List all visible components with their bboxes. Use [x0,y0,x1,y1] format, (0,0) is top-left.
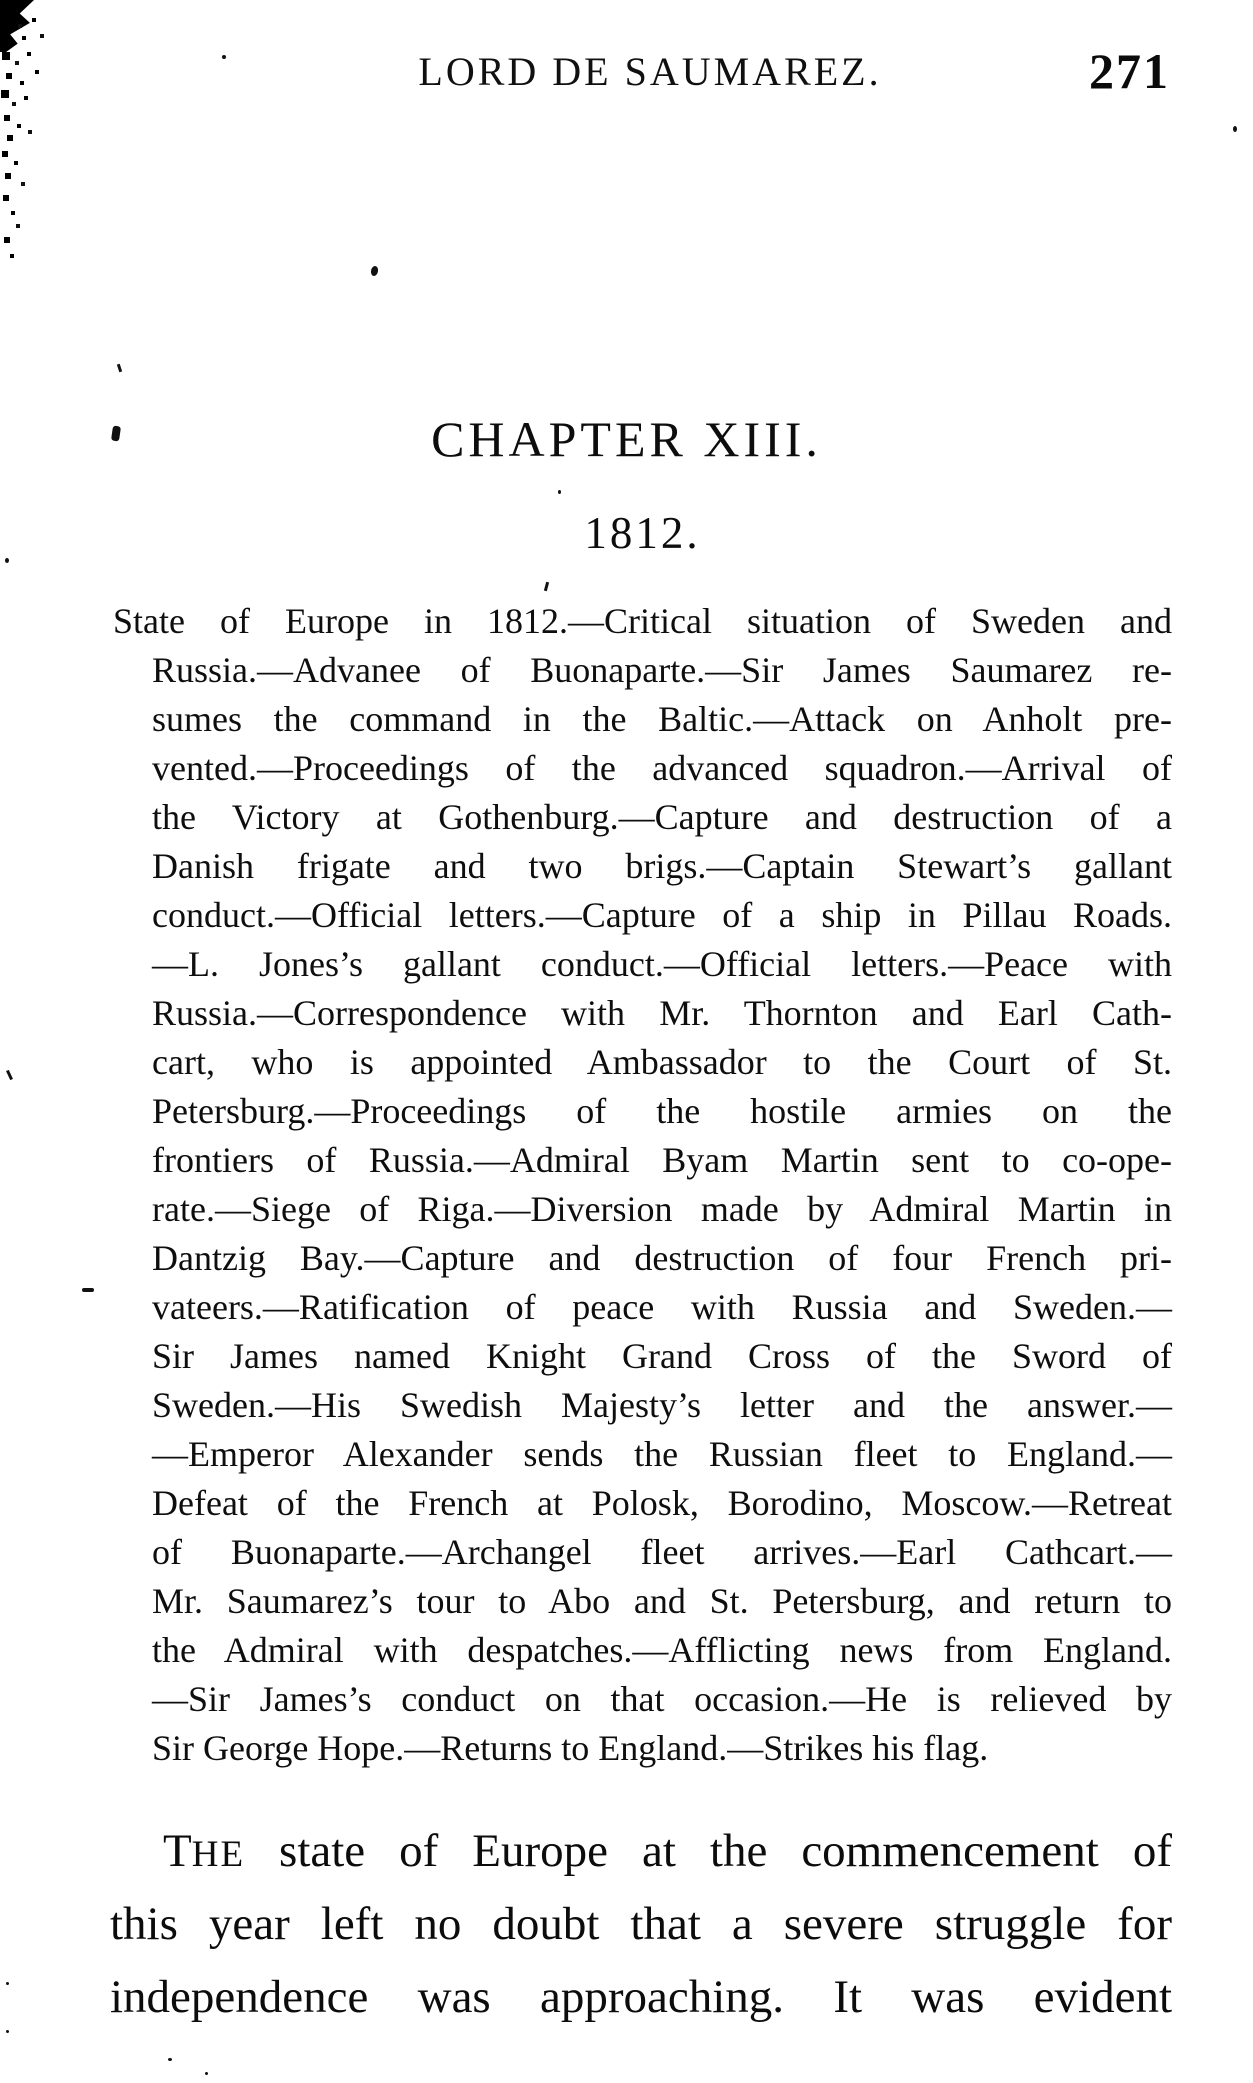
summary-line: Danish frigate and two brigs.—Captain Stewart’s gallant [152,846,1172,886]
scan-artifact [117,364,122,373]
summary-line: Sweden.—His Swedish Majesty’s letter and the answer.— [152,1385,1172,1425]
body-line: this year left no doubt that a severe struggle for [110,1898,1172,1950]
running-header [0,0,1253,120]
body-paragraph [110,1815,1172,2034]
scan-artifact [6,2030,9,2033]
summary-line: the Admiral with despatches.—Afflicting news from England. [152,1630,1172,1670]
summary-line: conduct.—Official letters.—Capture of a ship in Pillau Roads. [152,895,1172,935]
summary-line: frontiers of Russia.—Admiral Byam Martin sent to co-ope- [152,1140,1172,1180]
summary-line: Russia.—Correspondence with Mr. Thornton and Earl Cath- [152,993,1172,1033]
scan-artifact [168,2058,172,2061]
body-line: independence was approaching. It was evident [110,1971,1172,2023]
summary-line: cart, who is appointed Ambassador to the Court of St. [152,1042,1172,1082]
summary-line: Mr. Saumarez’s tour to Abo and St. Petersburg, and return to [152,1581,1172,1621]
scan-artifact [82,1288,94,1292]
scan-artifact [205,2072,208,2075]
scan-artifact [6,1070,13,1080]
summary-line: the Victory at Gothenburg.—Capture and destruction of a [152,797,1172,837]
lead-small-caps: HE [191,1834,246,1875]
page-number: 271 [1089,43,1170,99]
chapter-year: 1812. [584,508,701,558]
scan-artifact [5,558,9,563]
scan-artifact [6,1982,9,1985]
chapter-summary [113,597,1172,1773]
scan-artifact [1233,126,1237,132]
scan-artifact [370,265,379,276]
summary-line: vateers.—Ratification of peace with Russia and Sweden.— [152,1287,1172,1327]
body-line-text: state of Europe at the commencement of [245,1825,1172,1877]
body-line [110,1815,1172,1888]
summary-line: —Emperor Alexander sends the Russian fleet to England.— [152,1434,1172,1474]
summary-line: —Sir James’s conduct on that occasion.—He is relieved by [152,1679,1172,1719]
summary-line: rate.—Siege of Riga.—Diversion made by Admiral Martin in [152,1189,1172,1229]
summary-line: sumes the command in the Baltic.—Attack on Anholt pre- [152,699,1172,739]
summary-line: Sir George Hope.—Returns to England.—Strikes his flag. [152,1728,989,1768]
summary-line: Petersburg.—Proceedings of the hostile armies on the [152,1091,1172,1131]
summary-line: Defeat of the French at Polosk, Borodino, Moscow.—Retreat [152,1483,1172,1523]
chapter-heading: CHAPTER XIII. [431,411,822,467]
scan-artifact [558,490,561,494]
scan-artifact [544,582,549,591]
summary-line: —L. Jones’s gallant conduct.—Official letters.—Peace with [152,944,1172,984]
summary-line: vented.—Proceedings of the advanced squadron.—Arrival of [152,748,1172,788]
summary-line: State of Europe in 1812.—Critical situation of Sweden and [113,601,1172,641]
lead-initial: T [163,1825,192,1877]
summary-line: of Buonaparte.—Archangel fleet arrives.—Earl Cathcart.— [152,1532,1172,1572]
summary-line: Sir James named Knight Grand Cross of the Sword of [152,1336,1172,1376]
running-header-title: LORD DE SAUMAREZ. [418,49,882,94]
summary-line: Dantzig Bay.—Capture and destruction of four French pri- [152,1238,1172,1278]
summary-line: Russia.—Advanee of Buonaparte.—Sir James Saumarez re- [152,650,1172,690]
